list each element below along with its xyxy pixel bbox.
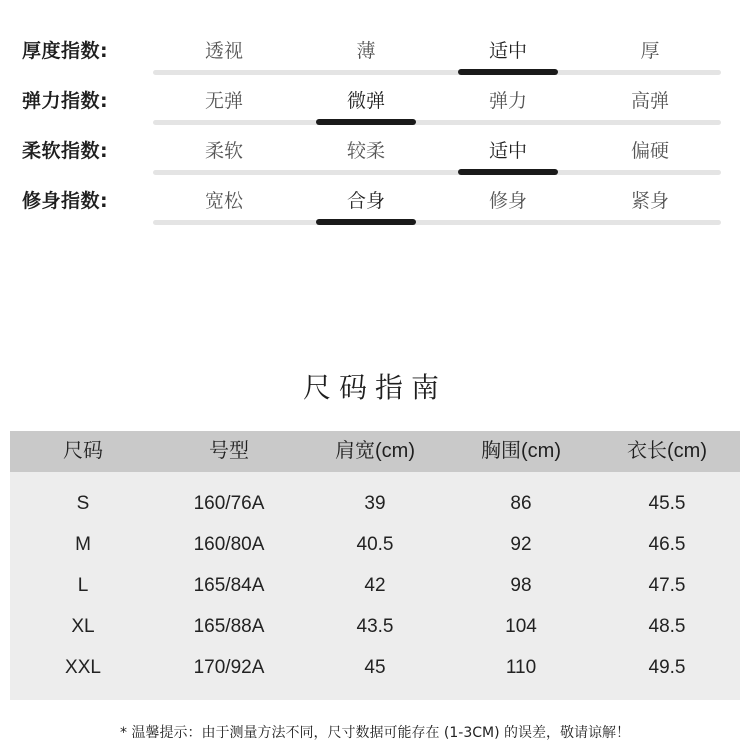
- indicator-option: 适中: [488, 40, 527, 62]
- indicator-marker: [458, 69, 558, 75]
- indicator-option: 合身: [346, 190, 385, 212]
- table-cell: 165/88A: [193, 616, 265, 637]
- table-header-cell: 尺码: [63, 440, 103, 462]
- indicator-option: 宽松: [204, 190, 243, 212]
- indicator-label: 厚度指数:: [22, 40, 109, 62]
- indicator-option: 弹力: [488, 90, 527, 112]
- size-guide-title: 尺码指南: [302, 371, 447, 404]
- indicator-option: 高弹: [630, 90, 669, 112]
- indicator-track-thickness: [153, 70, 721, 75]
- indicator-label: 修身指数:: [22, 190, 109, 212]
- table-cell: 98: [510, 575, 532, 596]
- table-cell: 92: [510, 534, 532, 555]
- table-header-cell: 衣长(cm): [627, 440, 707, 462]
- indicator-option: 修身: [488, 190, 527, 212]
- table-header-cell: 胸围(cm): [481, 440, 561, 462]
- table-cell: 110: [505, 657, 537, 678]
- table-cell: 49.5: [648, 657, 686, 678]
- indicator-row-thickness: [0, 34, 750, 84]
- indicator-option: 柔软: [204, 140, 243, 162]
- indicator-option: 无弹: [204, 90, 243, 112]
- indicator-track-softness: [153, 170, 721, 175]
- table-cell: 104: [505, 616, 537, 637]
- indicator-row-fit: [0, 184, 750, 234]
- table-cell: 39: [364, 493, 386, 514]
- table-cell: 45.5: [648, 493, 686, 514]
- table-cell: XL: [71, 616, 95, 637]
- indicator-label: 弹力指数:: [22, 90, 109, 112]
- indicator-option: 厚: [640, 40, 660, 62]
- table-cell: 43.5: [356, 616, 394, 637]
- indicator-label: 柔软指数:: [22, 140, 109, 162]
- table-cell: 170/92A: [193, 657, 265, 678]
- table-cell: M: [75, 534, 91, 555]
- indicator-option: 偏硬: [630, 140, 669, 162]
- indicator-option: 透视: [204, 40, 243, 62]
- size-table: [10, 431, 740, 700]
- indicator-marker: [458, 169, 558, 175]
- indicator-option: 微弹: [346, 90, 385, 112]
- indicator-option: 适中: [488, 140, 527, 162]
- table-cell: 45: [364, 657, 386, 678]
- indicator-option: 较柔: [346, 140, 385, 162]
- table-cell: 48.5: [648, 616, 686, 637]
- indicator-option: 薄: [356, 40, 376, 62]
- indicator-track-elasticity: [153, 120, 721, 125]
- table-cell: 42: [364, 575, 386, 596]
- table-header-cell: 号型: [209, 440, 249, 462]
- table-header-cell: 肩宽(cm): [335, 440, 415, 462]
- indicator-row-softness: [0, 134, 750, 184]
- table-header-row: [10, 431, 740, 472]
- indicator-track-fit: [153, 220, 721, 225]
- measurement-note: * 温馨提示：由于测量方法不同，尺寸数据可能存在 (1-3CM) 的误差，敬请谅解！: [120, 725, 630, 741]
- table-cell: 86: [510, 493, 532, 514]
- table-cell: 165/84A: [193, 575, 265, 596]
- table-cell: 46.5: [648, 534, 686, 555]
- table-cell: 160/80A: [193, 534, 265, 555]
- indicator-row-elasticity: [0, 84, 750, 134]
- table-cell: 160/76A: [193, 493, 265, 514]
- table-cell: 40.5: [356, 534, 394, 555]
- table-cell: L: [77, 575, 89, 596]
- table-cell: S: [76, 493, 90, 514]
- indicator-option: 紧身: [630, 190, 669, 212]
- table-cell: 47.5: [648, 575, 686, 596]
- indicator-marker: [316, 119, 416, 125]
- table-cell: XXL: [65, 657, 101, 678]
- indicator-marker: [316, 219, 416, 225]
